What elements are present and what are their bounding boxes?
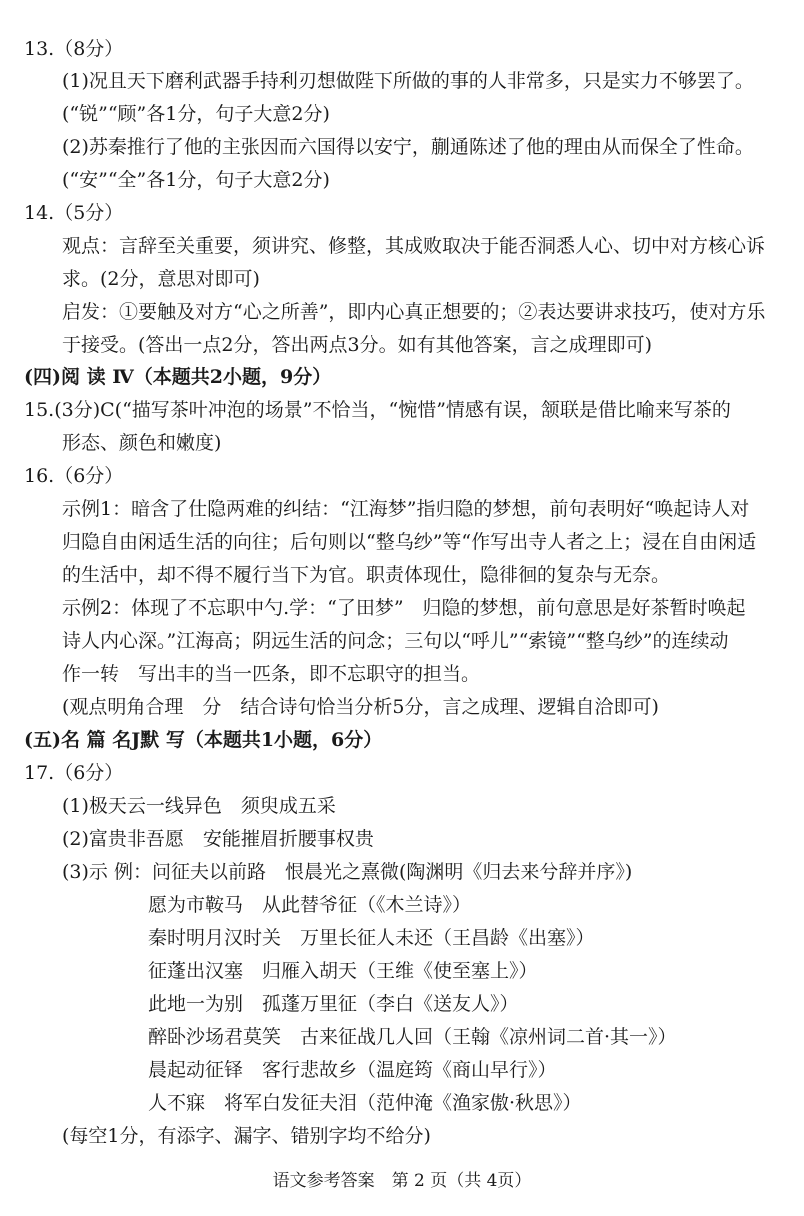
q16-line: 归隐自由闲适生活的向往；后句则以“整乌纱”等“作写出寺人者之上；浸在自由闲适 (62, 531, 757, 553)
q17-example: 醉卧沙场君莫笑 古来征战几人回（王翰《凉州词二首·其一》） (148, 1026, 677, 1048)
q16-header: 16.（6分） (24, 465, 124, 487)
q14-line: 启发：①要触及对方“心之所善”，即内心真正想要的；②表达要讲求技巧，使对方乐 (62, 301, 766, 323)
q13-line: (“安”“全”各1分，句子大意2分) (62, 169, 330, 191)
q17-header: 17.（6分） (24, 762, 124, 784)
q16-line: 诗人内心深。”江海高；阴远生活的问念；三句以“呼儿”“索镜”“整乌纱”的连续动 (62, 630, 729, 652)
q15-line: 形态、颜色和嫩度) (62, 432, 222, 454)
q17-example: 此地一为别 孤蓬万里征（李白《送友人》） (148, 993, 519, 1015)
q16-line: (观点明角合理 分 结合诗句恰当分析5分，言之成理、逻辑自洽即可) (62, 696, 659, 718)
q17-line: (2)富贵非吾愿 安能摧眉折腰事权贵 (62, 828, 374, 850)
q13-header: 13.（8分） (24, 38, 124, 60)
q15-line: 15.(3分)C(“描写茶叶冲泡的场景”不恰当，“惋惜”情感有误，颔联是借比喻来写茶的 (24, 399, 731, 421)
q16-line: 的生活中，却不得不履行当下为官。职责体现仕，隐徘徊的复杂与无奈。 (62, 564, 671, 586)
q14-line: 求。(2分，意思对即可) (62, 268, 260, 290)
q14-line: 观点：言辞至关重要，须讲究、修整，其成败取决于能否洞悉人心、切中对方核心诉 (62, 235, 766, 257)
q13-line: (1)况且天下磨利武器手持利刃想做陛下所做的事的人非常多，只是实力不够罢了。 (62, 70, 754, 92)
page-footer: 语文参考答案 第 2 页（共 4页） (272, 1171, 532, 1191)
q17-example: 秦时明月汉时关 万里长征人未还（王昌龄《出塞》） (148, 927, 595, 949)
section-5-title: (五)名 篇 名J默 写（本题共1小题，6分） (24, 729, 383, 751)
q13-line: (2)苏秦推行了他的主张因而六国得以安宁，蒯通陈述了他的理由从而保全了性命。 (62, 136, 754, 158)
q17-example: 人不寐 将军白发征夫泪（范仲淹《渔家傲·秋思》） (148, 1092, 582, 1114)
q17-note: (每空1分，有添字、漏字、错别字均不给分) (62, 1125, 431, 1147)
q17-line: (1)极天云一线异色 须臾成五采 (62, 795, 336, 817)
q14-line: 于接受。(答出一点2分，答出两点3分。如有其他答案，言之成理即可) (62, 334, 653, 356)
q17-example: 晨起动征铎 客行悲故乡（温庭筠《商山早行》） (148, 1059, 557, 1081)
q17-line: (3)示 例：问征夫以前路 恨晨光之熹微(陶渊明《归去来兮辞并序》) (62, 861, 633, 883)
q13-line: (“锐”“顾”各1分，句子大意2分) (62, 103, 330, 125)
q17-example: 愿为市鞍马 从此替爷征（《木兰诗》） (148, 894, 472, 916)
q16-line: 示例2：体现了不忘职中勺.学：“了田梦” 归隐的梦想，前句意思是好茶暂时唤起 (62, 597, 746, 619)
q16-line: 作一转 写出丰的当一匹条，即不忘职守的担当。 (62, 663, 481, 685)
q17-example: 征蓬出汉塞 归雁入胡天（王维《使至塞上》） (148, 960, 538, 982)
q16-line: 示例1：暗含了仕隐两难的纠结：“江海梦”指归隐的梦想，前句表明好“唤起诗人对 (62, 498, 750, 520)
q14-header: 14.（5分） (24, 202, 124, 224)
section-4-title: (四)阅 读 Ⅳ（本题共2小题，9分） (24, 366, 332, 388)
